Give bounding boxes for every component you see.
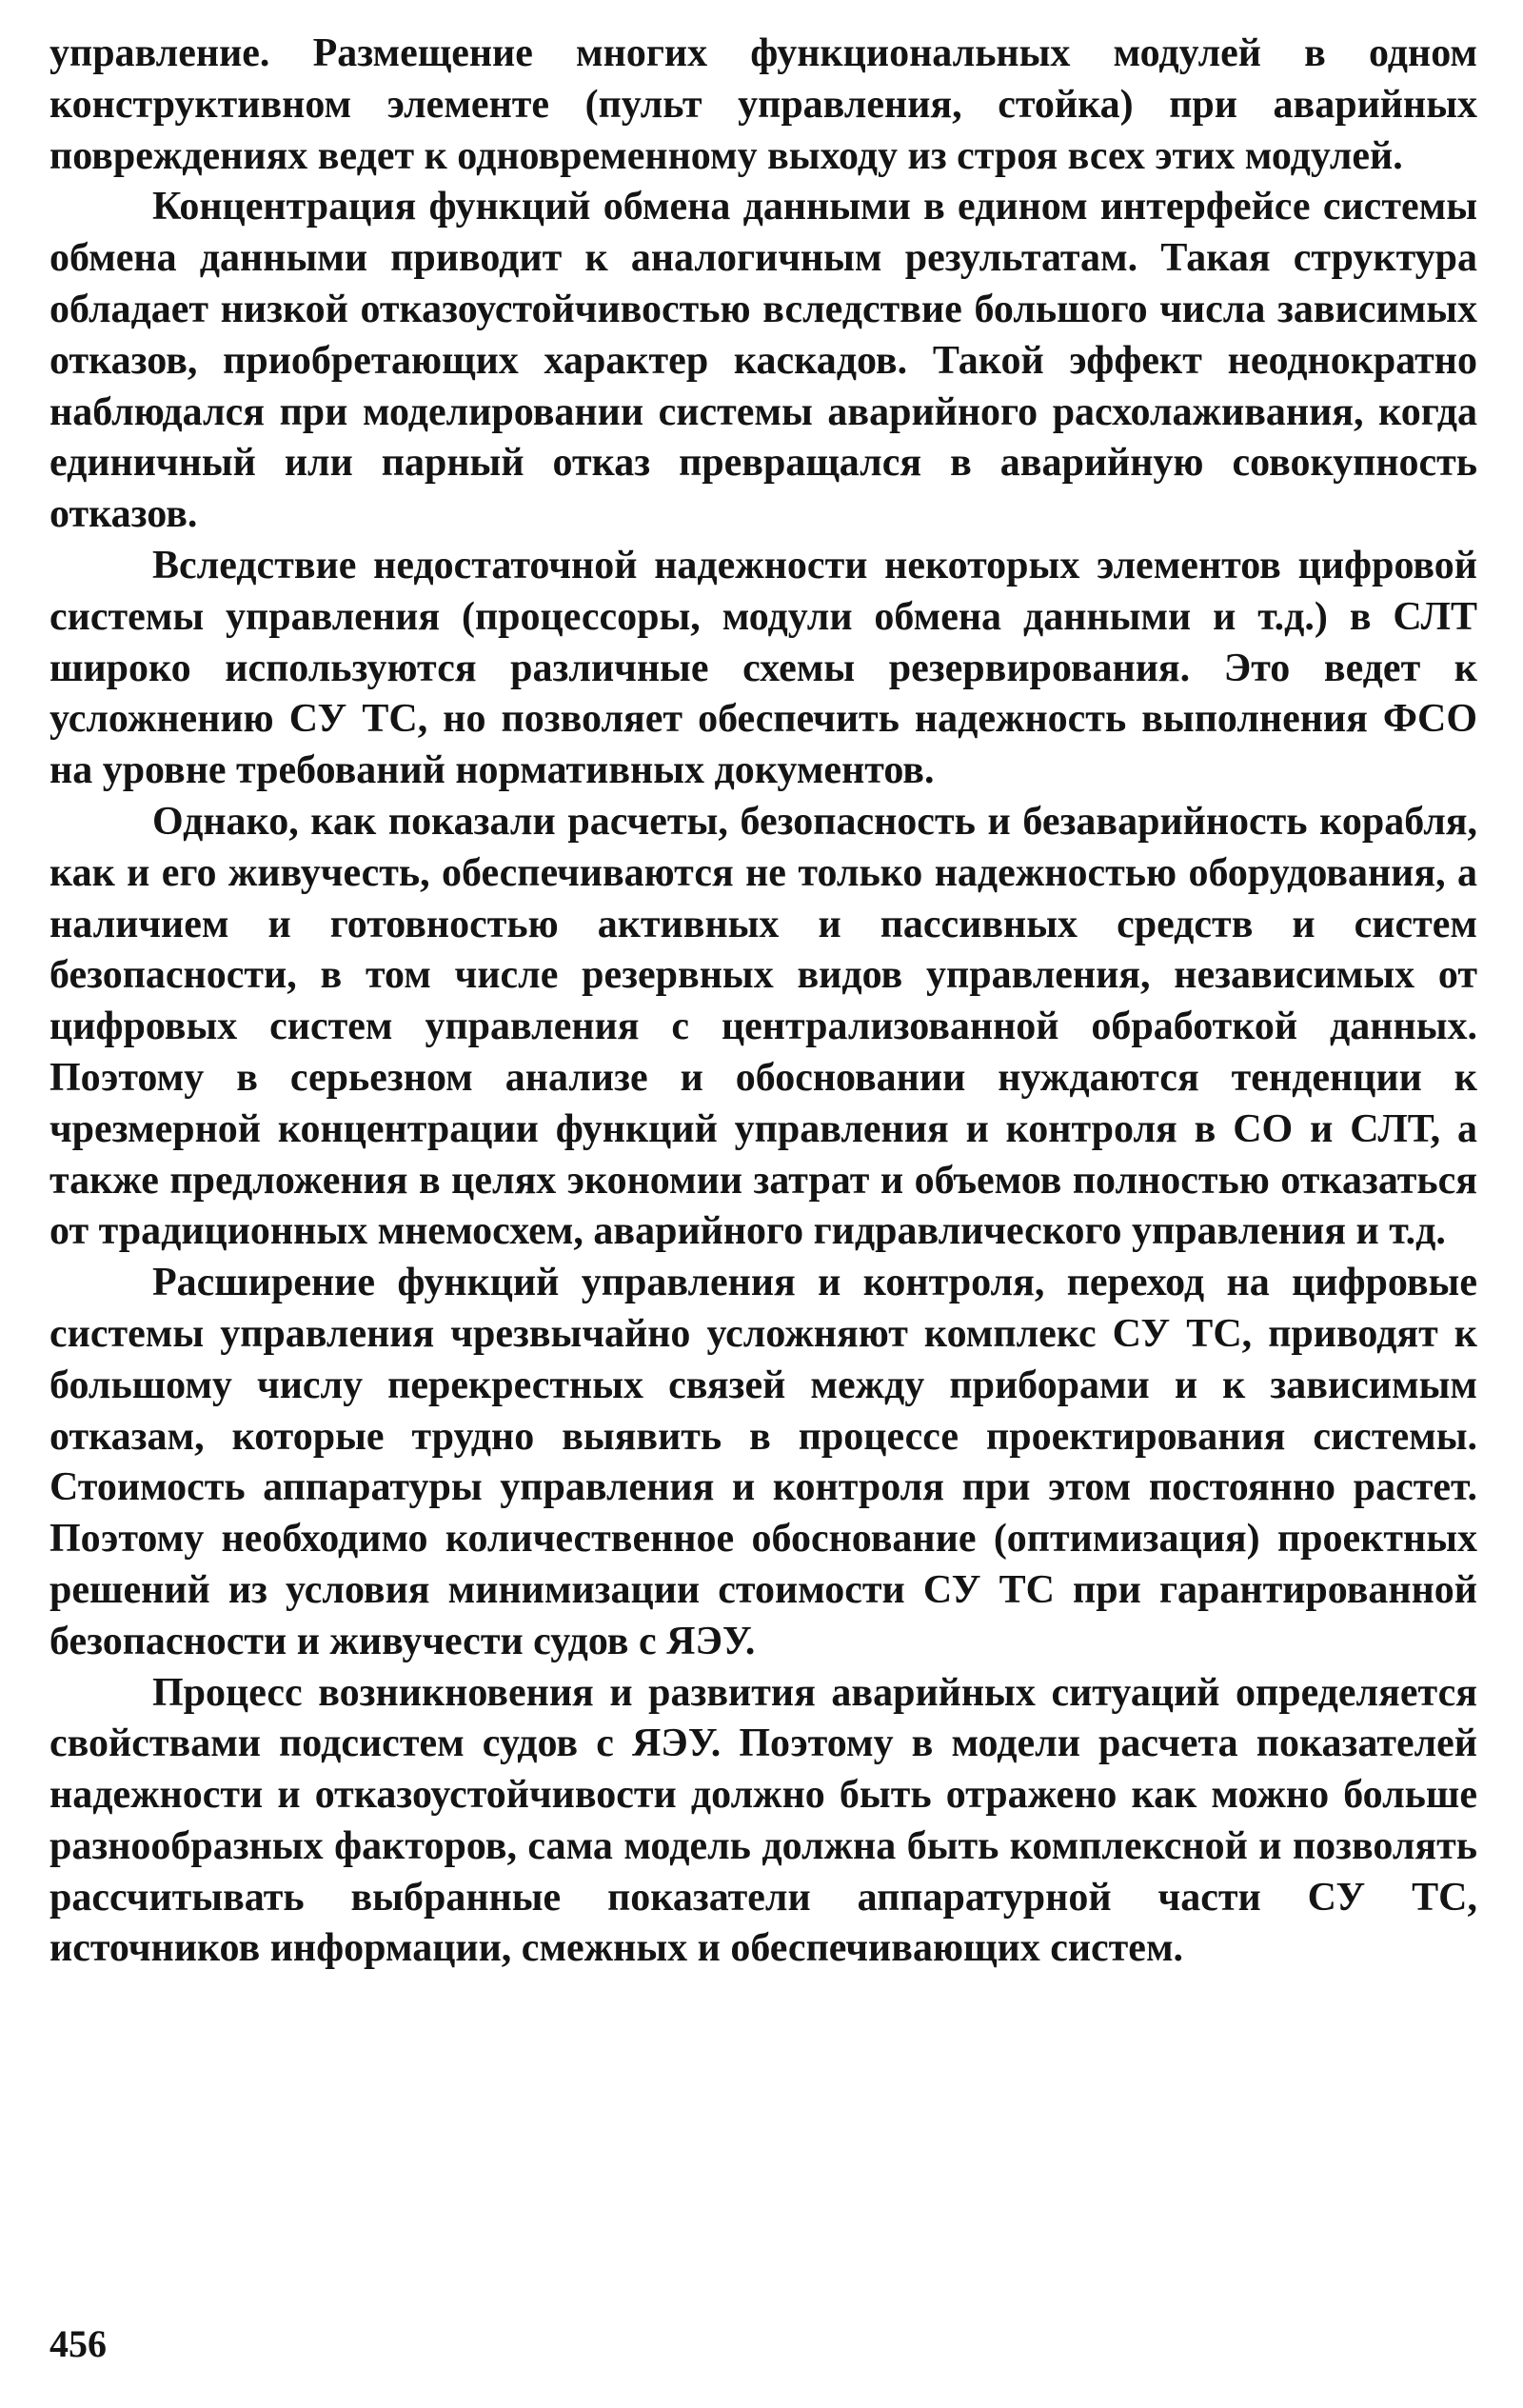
paragraph-cost-optimization: Расширение функций управления и контроля, переход на цифровые системы управления чрезвычайно усложняют комплекс СУ ТС, приводят к большому числу перекрестных связей между приборами и к зависимым отказам, которые трудно выявить в процессе проектирования системы. Стоимость аппаратуры управления и контроля при этом постоянно растет. Поэтому необходимо количественное обоснование (оптимизация) проектных решений из условия минимизации стоимости СУ ТС при гарантированной безопасности и живучести судов с ЯЭУ.: [49, 1261, 1477, 1663]
page-number: 456: [49, 2322, 107, 2365]
paragraph-safety: Однако, как показали расчеты, безопасность и безаварийность корабля, как и его живучесть, обеспечиваются не только надежностью оборудования, а наличием и готовностью активных и пассивных средств и систем безопасности, в том числе резервных видов управления, независимых от цифровых систем управления с централизованной обработкой данных. Поэтому в серьезном анализе и обосновании нуждаются тенденции к чрезмерной концентрации функций управления и контроля в СО и СЛТ, а также предложения в целях экономии затрат и объемов полностью отказаться от традиционных мнемосхем, аварийного гидравлического управления и т.д.: [49, 799, 1477, 1254]
paragraph-continuation: управление. Размещение многих функциональных модулей в одном конструктивном элементе (пульт управления, стойка) при аварийных повреждениях ведет к одновременному выходу из строя всех этих модулей.: [49, 31, 1477, 178]
paragraph-data-exchange: Концентрация функций обмена данными в едином интерфейсе системы обмена данными приводит к аналогичным результатам. Такая структура обладает низкой отказоустойчивостью вследствие большого числа зависимых отказов, приобретающих характер каскадов. Такой эффект неоднократно наблюдался при моделировании системы аварийного расхолаживания, когда единичный или парный отказ превращался в аварийную совокупность отказов.: [49, 185, 1477, 537]
paragraph-redundancy: Вследствие недостаточной надежности некоторых элементов цифровой системы управления (процессоры, модули обмена данными и т.д.) в СЛТ широко используются различные схемы резервирования. Это ведет к усложнению СУ ТС, но позволяет обеспечить надежность выполнения ФСО на уровне требований нормативных документов.: [49, 543, 1477, 793]
paragraph-reliability-model: Процесс возникновения и развития аварийных ситуаций определяется свойствами подсистем судов с ЯЭУ. Поэтому в модели расчета показателей надежности и отказоустойчивости должно быть отражено как можно больше разнообразных факторов, сама модель должна быть комплексной и позволять рассчитывать выбранные показатели аппаратурной части СУ ТС, источников информации, смежных и обеспечивающих систем.: [49, 1670, 1477, 1971]
document-page: [49, 29, 1477, 2380]
